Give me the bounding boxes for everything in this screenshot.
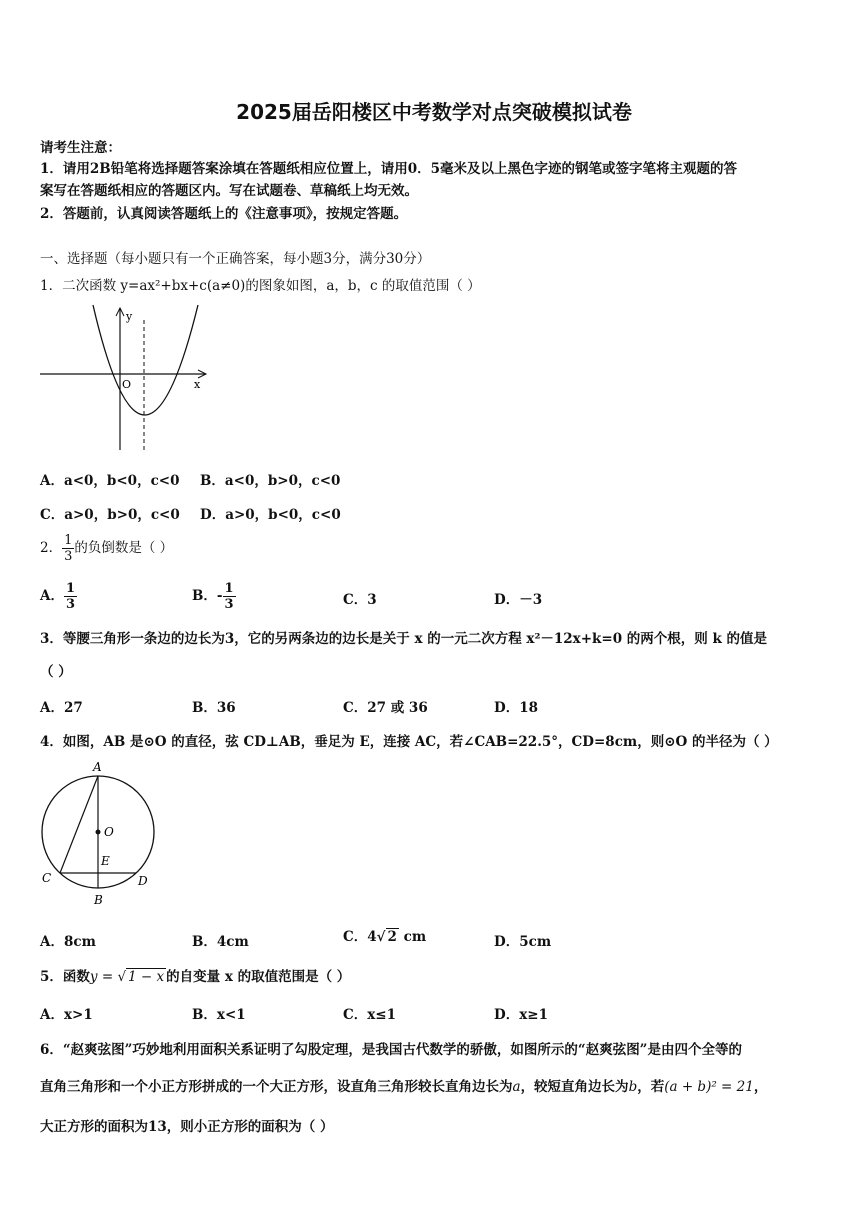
q6-text: ， <box>753 1079 768 1095</box>
label-a: A <box>93 760 102 774</box>
q4-option-a[interactable]: A．8cm <box>40 934 96 950</box>
q6-text: 直角三角形和一个小正方形拼成的一个大正方形，设直角三角形较长直角边长为 <box>40 1079 513 1095</box>
q3-option-b[interactable]: B．36 <box>192 700 236 716</box>
q6-stem: 6．“赵爽弦图”巧妙地利用面积关系证明了勾股定理，是我国古代数学的骄傲，如图所示的“赵爽弦图”是由四个全等的 <box>40 1042 742 1058</box>
radicand: 1 − x <box>128 969 165 985</box>
q4-option-d[interactable]: D．5cm <box>494 934 552 950</box>
q1-option-c[interactable]: C．a>0，b>0，c<0 <box>40 507 180 523</box>
q5-stem-text: 5．函数 <box>40 969 90 985</box>
q6-text: ，若 <box>637 1079 665 1095</box>
option-label: C．4 <box>343 929 377 945</box>
q2-fraction <box>62 533 74 564</box>
q1-option-b[interactable]: B．a<0，b>0，c<0 <box>200 473 341 489</box>
var-b: b <box>628 1079 638 1095</box>
notice-item-1-cont: 案写在答题纸相应的答题区内。写在试题卷、草稿纸上均无效。 <box>40 183 418 199</box>
notice-item-1: 1．请用2B铅笔将选择题答案涂填在答题纸相应位置上，请用0．5毫米及以上黑色字迹的钢笔或签字笔将主观题的答 <box>40 161 737 177</box>
q4-option-b[interactable]: B．4cm <box>192 934 249 950</box>
fraction-numerator: 1 <box>64 533 73 548</box>
label-e: E <box>101 854 110 868</box>
q5-stem-tail: 的自变量 x 的取值范围是（ ） <box>166 969 351 985</box>
option-label: A． <box>40 588 64 604</box>
y-label: y <box>126 310 133 323</box>
origin-label: O <box>122 378 132 391</box>
q6-text: ，较短直角边长为 <box>520 1079 629 1095</box>
q6-formula: (a + b)² = 21 <box>664 1079 754 1095</box>
q2-option-b[interactable] <box>192 576 236 616</box>
option-unit: cm <box>398 929 427 945</box>
section-heading: 一、选择题（每小题只有一个正确答案，每小题3分，满分30分） <box>40 251 431 267</box>
q6-stem-end: 大正方形的面积为13，则小正方形的面积为（ ） <box>40 1119 334 1135</box>
label-c: C <box>42 871 52 885</box>
radicand: 2 <box>387 929 397 945</box>
q5-stem <box>40 966 350 988</box>
segment-ac <box>60 776 98 873</box>
q6-stem-cont <box>40 1075 767 1095</box>
q2-number: 2． <box>40 540 63 556</box>
x-label: x <box>194 378 201 391</box>
label-o: O <box>104 825 114 839</box>
q5-option-b[interactable]: B．x<1 <box>192 1007 246 1023</box>
fraction-numerator: 1 <box>224 581 234 596</box>
fraction-numerator: 1 <box>65 581 76 596</box>
q2-stem-text: 的负倒数是（ ） <box>74 540 174 556</box>
label-d: D <box>138 874 148 888</box>
option-label: B．- <box>192 588 223 604</box>
center-point <box>96 830 101 835</box>
page-title: 2025届岳阳楼区中考数学对点突破模拟试卷 <box>236 100 632 124</box>
q2-option-c[interactable]: C．3 <box>343 592 377 608</box>
option-fraction <box>223 581 236 612</box>
formula-lhs: y = <box>89 969 118 985</box>
fraction-denominator: 3 <box>65 597 76 612</box>
sqrt-icon: √ <box>117 969 127 985</box>
q5-option-d[interactable]: D．x≥1 <box>494 1007 548 1023</box>
q3-stem-cont: （ ） <box>40 664 72 680</box>
parabola-curve <box>93 305 198 415</box>
q3-option-a[interactable]: A．27 <box>40 700 83 716</box>
sqrt-icon: √ <box>376 929 386 945</box>
q3-option-c[interactable]: C．27 或 36 <box>343 700 428 716</box>
option-fraction <box>64 581 77 612</box>
fraction-denominator: 3 <box>224 597 234 612</box>
q2-stem <box>40 528 173 568</box>
q2-option-a[interactable] <box>40 576 77 616</box>
q5-option-c[interactable]: C．x≤1 <box>343 1007 396 1023</box>
q2-option-d[interactable]: D．－3 <box>494 592 543 608</box>
q3-stem: 3．等腰三角形一条边的边长为3，它的另两条边的边长是关于 x 的一元二次方程 x²－12x+k=0 的两个根，则 k 的值是 <box>40 631 768 647</box>
var-a: a <box>512 1079 521 1095</box>
label-b: B <box>94 893 103 907</box>
q1-parabola-figure <box>38 300 218 455</box>
q1-option-d[interactable]: D．a>0，b<0，c<0 <box>200 507 341 523</box>
q3-option-d[interactable]: D．18 <box>494 700 538 716</box>
fraction-denominator: 3 <box>64 549 73 564</box>
q4-stem: 4．如图，AB 是⊙O 的直径，弦 CD⊥AB，垂足为 E，连接 AC，若∠CAB=22.5°，CD=8cm，则⊙O 的半径为（ ） <box>40 734 778 750</box>
q4-option-c[interactable] <box>343 926 426 948</box>
q1-stem: 1．二次函数 y=ax²+bx+c(a≠0)的图象如图，a，b，c 的取值范围（ ） <box>40 278 481 294</box>
notice-heading: 请考生注意： <box>40 140 121 156</box>
q1-option-a[interactable]: A．a<0，b<0，c<0 <box>40 473 180 489</box>
notice-item-2: 2．答题前，认真阅读答题纸上的《注意事项》，按规定答题。 <box>40 206 408 222</box>
q5-option-a[interactable]: A．x>1 <box>40 1007 93 1023</box>
q4-circle-figure <box>38 758 158 910</box>
